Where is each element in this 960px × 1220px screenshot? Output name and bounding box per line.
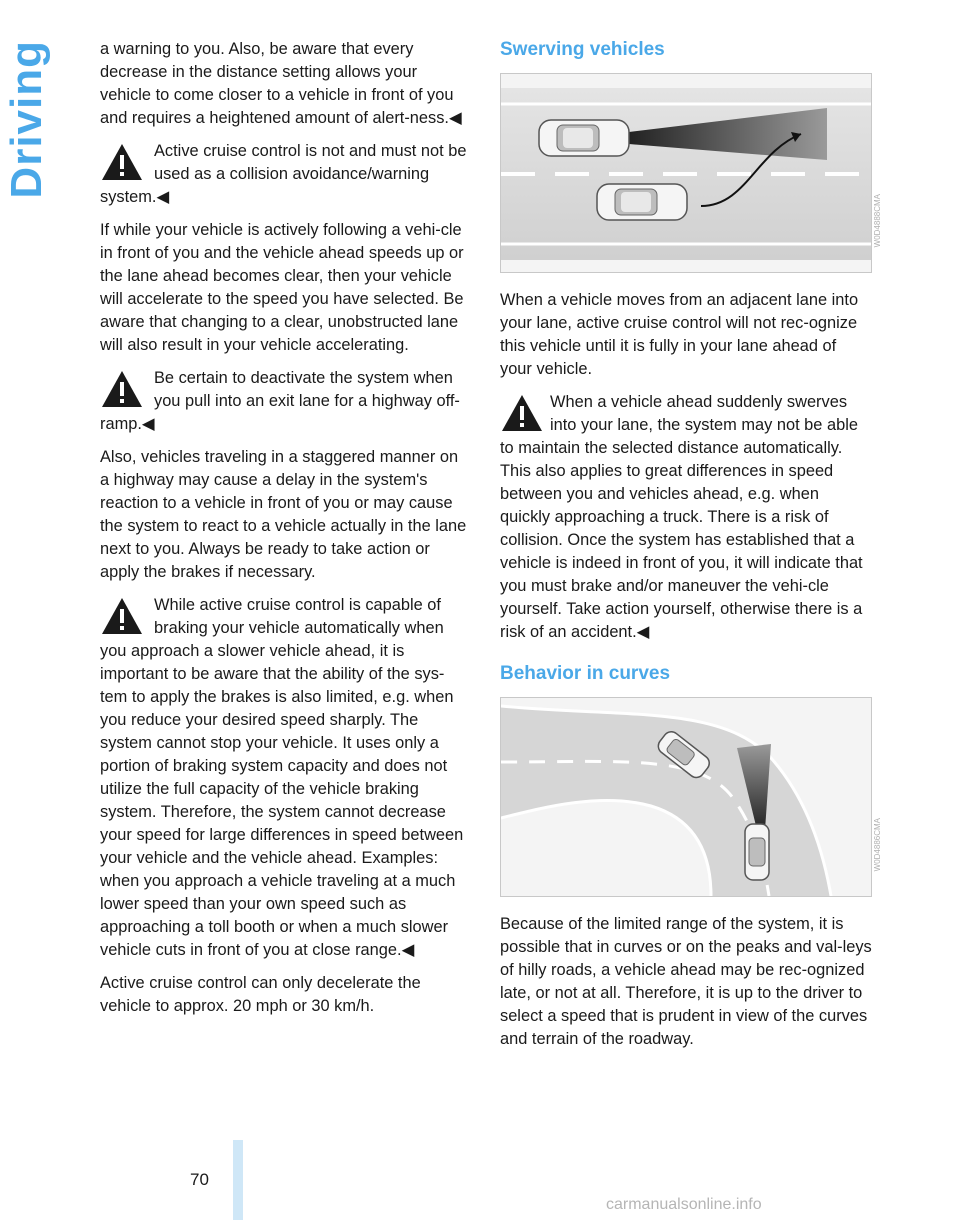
- paragraph-staggered-vehicles: Also, vehicles traveling in a staggered manner on a highway may cause a delay in the system's reaction to a vehicle in front of you or may cause the system to react to a vehicle actually in the lane next to you. Always be ready to take action or apply the brakes if necessary.: [100, 448, 467, 581]
- own-car: [539, 120, 629, 156]
- warning-triangle-icon: [500, 393, 544, 433]
- watermark: carmanualsonline.info: [606, 1196, 762, 1213]
- warning-text: When a vehicle ahead suddenly swerves into your lane, the system may not be able to maintain the selected distance automatically. This also applies to great differences in speed between you and vehicles ahead, e.g. when quickly approaching a truck. There is a risk of collision. Once the system has established that a vehicle is indeed in front of you, it will indicate that you must brake and/or maneuver the vehi-cle yourself. Take action yourself, otherwise there is a risk of an accident.◀: [500, 393, 863, 641]
- swerving-vehicles-illustration: [500, 73, 882, 273]
- figure-code: W0D4888CMA: [873, 194, 882, 248]
- chapter-side-title: Driving: [2, 40, 51, 199]
- warning-triangle-icon: [100, 142, 144, 182]
- warning-text: Be certain to deactivate the system when you pull into an exit lane for a highway off-ramp.◀: [100, 369, 460, 433]
- figure-code: W0D4886CMA: [873, 818, 882, 872]
- paragraph-adjacent-lane: When a vehicle moves from an adjacent lane into your lane, active cruise control will not rec-ognize this vehicle until it is fully in your lane ahead of your vehicle.: [500, 291, 859, 378]
- warning-triangle-icon: [100, 369, 144, 409]
- warning-note-exit-lane: [100, 367, 470, 436]
- footer-accent-bar: [233, 1140, 243, 1220]
- paragraph-limited-range: Because of the limited range of the system, it is possible that in curves or on the peaks and val-leys of hilly roads, a vehicle ahead may be rec-ognized late, or not at all. Therefore, it is up to the driver to select a speed that is prudent in view of the curves and terrain of the roadway.: [500, 915, 872, 1048]
- paragraph-deceleration-limit: Active cruise control can only decelerate the vehicle to approx. 20 mph or 30 km/h.: [100, 974, 421, 1015]
- warning-triangle-icon: [100, 596, 144, 636]
- warning-note-swerve: [500, 391, 872, 644]
- left-column: [100, 38, 470, 1028]
- own-car-in-curve: [745, 824, 769, 880]
- warning-note-braking: [100, 594, 470, 962]
- warning-note-collision: [100, 140, 470, 209]
- section-heading-swerving: Swerving vehicles: [500, 39, 665, 60]
- warning-text: While active cruise control is capable of braking your vehicle automatically when you approach a slower vehicle ahead, it is important to be aware that the ability of the sys-tem to apply the brakes is also limited, e.g. when you reduce your desired speed sharply. The system cannot stop your vehicle. It uses only a portion of braking system capacity and does not utilize the full capacity of the vehicle braking system. Therefore, the system cannot decrease your speed for large differences in speed between your vehicle and the vehicle ahead. Examples: when you approach a vehicle traveling at a much lower speed than your own speed such as approaching a toll booth or when a much slower vehicle cuts in front of you at close range.◀: [100, 596, 464, 959]
- paragraph-acceleration: If while your vehicle is actively following a vehi-cle in front of you and the vehicle ahead speeds up or the lane ahead becomes clear, then your vehicle will accelerate to the speed you have selected. Be aware that changing to a clear, unobstructed lane will also result in your vehicle accelerating.: [100, 221, 464, 354]
- right-column: [500, 38, 882, 1061]
- swerving-car: [597, 184, 687, 220]
- section-heading-curves: Behavior in curves: [500, 663, 671, 684]
- warning-text: Active cruise control is not and must not be used as a collision avoidance/warning system.◀: [100, 142, 467, 206]
- curves-illustration: [500, 697, 882, 897]
- page-number: 70: [190, 1170, 209, 1189]
- paragraph-distance-warning: a warning to you. Also, be aware that every decrease in the distance setting allows your vehicle to come closer to a vehicle in front of you and requires a heightened amount of alert-ness.◀: [100, 40, 462, 127]
